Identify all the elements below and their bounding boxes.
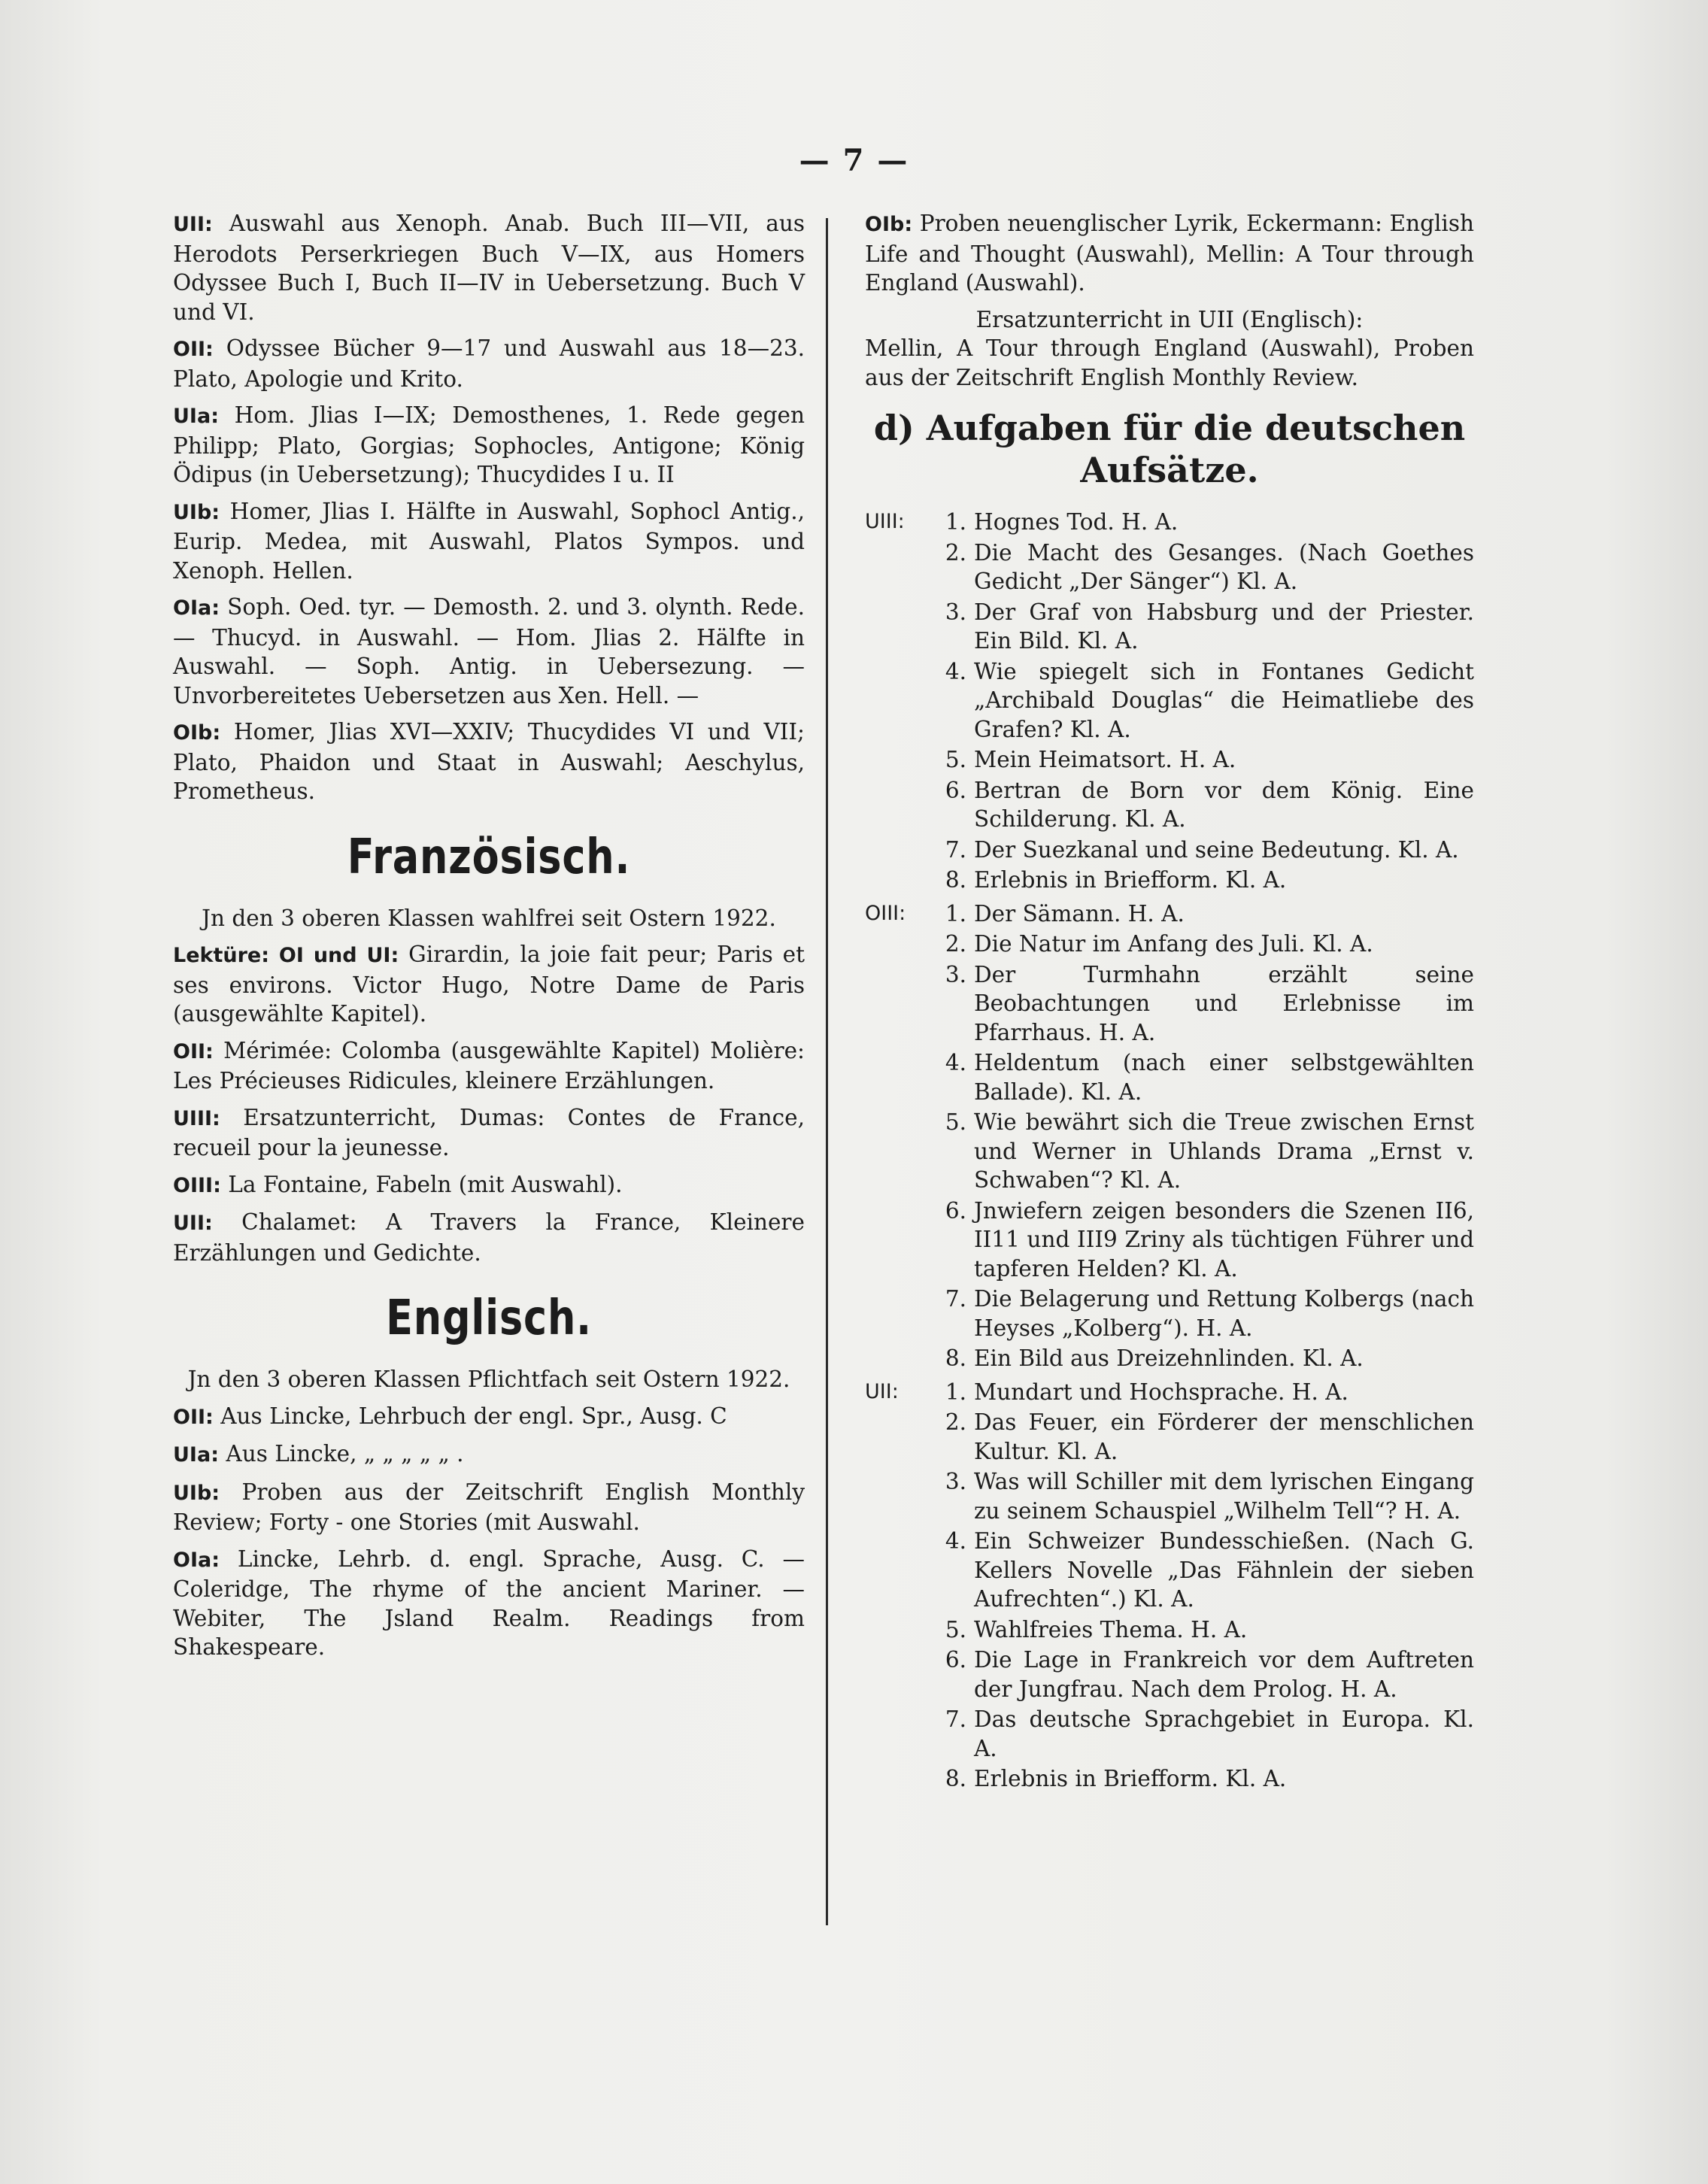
- right-column: [865, 209, 1474, 1798]
- topic-number: 8.: [945, 867, 966, 893]
- group-label: OIII:: [865, 901, 906, 925]
- essay-topic: [936, 1615, 1474, 1645]
- page-number: — 7 —: [799, 143, 909, 178]
- topic-text: Mundart und Hochsprache. H. A.: [974, 1379, 1349, 1405]
- class-label: UII:: [173, 213, 229, 236]
- greek-reading-list: [173, 209, 805, 806]
- essay-topic: [936, 1197, 1474, 1284]
- class-label: UIa:: [173, 1443, 226, 1467]
- topic-number: 6.: [945, 777, 966, 803]
- essay-topic: [936, 745, 1474, 775]
- entry-text: La Fontaine, Fabeln (mit Auswahl).: [228, 1171, 623, 1197]
- entry-text: Aus Lincke, Lehrbuch der engl. Spr., Ausg. C: [220, 1403, 727, 1429]
- essay-topic: [936, 960, 1474, 1048]
- reading-entry: [173, 940, 805, 1029]
- reading-entry: [173, 401, 805, 490]
- class-label: OII:: [173, 338, 226, 361]
- class-label: UIb:: [173, 1481, 242, 1505]
- essay-group: [865, 1378, 1474, 1795]
- topic-text: Jnwiefern zeigen besonders die Szenen II6, II11 und III9 Zriny als tüchtigen Führer und tapferen Helden? Kl. A.: [974, 1197, 1474, 1282]
- topic-text: Das Feuer, ein Förderer der menschlichen Kultur. Kl. A.: [974, 1409, 1474, 1464]
- essay-group: [865, 508, 1474, 896]
- topic-text: Wie bewährt sich die Treue zwischen Ernst und Werner in Uhlands Drama „Ernst v. Schwaben“? Kl. A.: [974, 1109, 1474, 1193]
- reading-entry: [173, 1439, 805, 1470]
- essay-topic: [936, 1646, 1474, 1703]
- english-reading-list: [173, 1402, 805, 1662]
- essay-topic: [936, 1285, 1474, 1342]
- class-label: UII:: [173, 1212, 242, 1235]
- french-intro: Jn den 3 oberen Klassen wahlfrei seit Ostern 1922.: [202, 905, 776, 931]
- class-label: OII:: [173, 1405, 221, 1429]
- essay-topic: [936, 899, 1474, 929]
- essay-topic: [936, 1344, 1474, 1373]
- essay-topic: [936, 1408, 1474, 1466]
- class-label: OIb:: [173, 721, 234, 745]
- oib-entry: [865, 209, 1474, 298]
- french-heading: Französisch.: [347, 829, 631, 885]
- entry-text: Hom. Jlias I—IX; Demosthenes, 1. Rede gegen Philipp; Plato, Gorgias; Sophocles, Antigone; König Ödipus (in Uebersetzung); Thucydides I u. II: [173, 402, 805, 487]
- topic-text: Was will Schiller mit dem lyrischen Eingang zu seinem Schauspiel „Wilhelm Tell“? H. A.: [974, 1469, 1474, 1524]
- essay-topic: [936, 866, 1474, 895]
- entry-text: Soph. Oed. tyr. — Demosth. 2. und 3. olynth. Rede. — Thucyd. in Auswahl. — Hom. Jlias 2. Hälfte in Auswahl. — Soph. Antig. in Uebersezung. — Unvorbereitetes Uebersetzen aus Xen. Hell. —: [173, 594, 805, 708]
- ersatz-text: Mellin, A Tour through England (Auswahl), Proben aus der Zeitschrift English Monthly Review.: [865, 335, 1474, 390]
- topic-number: 1.: [945, 1379, 966, 1405]
- class-label: UIII:: [173, 1106, 244, 1130]
- topic-number: 8.: [945, 1345, 966, 1371]
- topic-text: Der Suezkanal und seine Bedeutung. Kl. A.: [974, 836, 1459, 863]
- topic-number: 2.: [945, 931, 966, 957]
- topic-number: 7.: [945, 1286, 966, 1312]
- topic-number: 5.: [945, 747, 966, 772]
- class-label: UIa:: [173, 405, 235, 428]
- english-heading: Englisch.: [386, 1291, 592, 1346]
- topic-text: Der Turmhahn erzählt seine Beobachtungen und Erlebnisse im Pfarrhaus. H. A.: [974, 961, 1474, 1045]
- reading-entry: [173, 1103, 805, 1163]
- topic-number: 2.: [945, 1409, 966, 1435]
- topic-number: 3.: [945, 961, 966, 987]
- french-reading-list: [173, 940, 805, 1267]
- essay-topic: [936, 1527, 1474, 1614]
- entry-text: Lincke, Lehrb. d. engl. Sprache, Ausg. C. — Coleridge, The rhyme of the ancient Mariner. — Webiter, The Jsland Realm. Readings from Shakespeare.: [173, 1545, 805, 1660]
- essay-topic: [936, 1048, 1474, 1106]
- reading-entry: [173, 209, 805, 326]
- topic-number: 7.: [945, 836, 966, 863]
- topic-number: 7.: [945, 1706, 966, 1732]
- topic-text: Die Belagerung und Rettung Kolbergs (nach Heyses „Kolberg“). H. A.: [974, 1286, 1474, 1341]
- topic-text: Die Natur im Anfang des Juli. Kl. A.: [974, 931, 1373, 957]
- reading-entry: [173, 717, 805, 806]
- topic-text: Der Graf von Habsburg und der Priester. Ein Bild. Kl. A.: [974, 599, 1474, 654]
- class-label: OIa:: [173, 596, 228, 620]
- topic-number: 1.: [945, 900, 966, 927]
- entry-text: Aus Lincke, „ „ „ „ „ .: [226, 1441, 464, 1467]
- essay-topic: [936, 776, 1474, 834]
- topic-text: Bertran de Born vor dem König. Eine Schilderung. Kl. A.: [974, 777, 1474, 832]
- topic-number: 3.: [945, 1469, 966, 1494]
- entry-text: Proben aus der Zeitschrift English Monthly Review; Forty - one Stories (mit Auswahl.: [173, 1479, 805, 1535]
- entry-text: Odyssee Bücher 9—17 und Auswahl aus 18—23. Plato, Apologie und Krito.: [173, 335, 805, 392]
- essay-topic: [936, 657, 1474, 745]
- topic-number: 1.: [945, 509, 966, 535]
- topic-text: Ein Schweizer Bundesschießen. (Nach G. Kellers Novelle „Das Fähnlein der sieben Aufrechten“.) Kl. A.: [974, 1528, 1474, 1612]
- entry-text: Ersatzunterricht, Dumas: Contes de France, recueil pour la jeunesse.: [173, 1104, 805, 1160]
- group-label: UIII:: [865, 510, 905, 533]
- essay-topic: [936, 1764, 1474, 1794]
- topic-text: Wahlfreies Thema. H. A.: [974, 1616, 1248, 1643]
- essay-topic-groups: [865, 508, 1474, 1795]
- reading-entry: [173, 1170, 805, 1201]
- topic-number: 4.: [945, 658, 966, 684]
- topic-number: 5.: [945, 1109, 966, 1135]
- topic-number: 5.: [945, 1616, 966, 1643]
- entry-text: Mérimée: Colomba (ausgewählte Kapitel) Molière: Les Précieuses Ridicules, kleinere Erzählungen.: [173, 1037, 805, 1094]
- topic-text: Mein Heimatsort. H. A.: [974, 747, 1236, 772]
- essay-topic: [936, 836, 1474, 865]
- essay-topic: [936, 1378, 1474, 1407]
- essay-topic: [936, 508, 1474, 537]
- class-label: OII:: [173, 1039, 224, 1063]
- essay-section-heading: d) Aufgaben für die deutschen Aufsätze.: [873, 408, 1466, 490]
- topic-text: Der Sämann. H. A.: [974, 900, 1185, 927]
- essay-topic: [936, 598, 1474, 656]
- topic-number: 2.: [945, 539, 966, 566]
- column-divider: [826, 218, 828, 1925]
- topic-number: 4.: [945, 1050, 966, 1075]
- topic-text: Hognes Tod. H. A.: [974, 509, 1179, 535]
- class-label: OIII:: [173, 1173, 229, 1197]
- topic-text: Die Macht des Gesanges. (Nach Goethes Gedicht „Der Sänger“) Kl. A.: [974, 539, 1474, 594]
- topic-text: Erlebnis in Briefform. Kl. A.: [974, 1766, 1287, 1791]
- entry-text: Chalamet: A Travers la France, Kleinere Erzählungen und Gedichte.: [173, 1209, 805, 1266]
- topic-number: 6.: [945, 1647, 966, 1673]
- class-label: Lektüre: OI und UI:: [173, 944, 409, 967]
- reading-entry: [173, 1036, 805, 1096]
- ersatz-title: Ersatzunterricht in UII (Englisch):: [975, 306, 1364, 332]
- topic-number: 8.: [945, 1766, 966, 1791]
- topic-number: 6.: [945, 1197, 966, 1224]
- entry-text: Auswahl aus Xenoph. Anab. Buch III—VII, aus Herodots Perserkriegen Buch V—IX, aus Homers Odyssee Buch I, Buch II—IV in Uebersetzung. Buch V und VI.: [173, 211, 805, 325]
- class-label: OIb:: [865, 213, 913, 236]
- entry-text: Girardin, la joie fait peur; Paris et ses environs. Victor Hugo, Notre Dame de Paris (ausgewählte Kapitel).: [173, 942, 805, 1027]
- entry-text: Homer, Jlias XVI—XXIV; Thucydides VI und VII; Plato, Phaidon und Staat in Auswahl; Aeschylus, Prometheus.: [173, 719, 805, 804]
- topic-number: 3.: [945, 599, 966, 625]
- reading-entry: [173, 1402, 805, 1433]
- essay-topic: [936, 930, 1474, 959]
- topic-text: Heldentum (nach einer selbstgewählten Ballade). Kl. A.: [974, 1050, 1474, 1105]
- topic-text: Erlebnis in Briefform. Kl. A.: [974, 867, 1287, 893]
- topic-text: Die Lage in Frankreich vor dem Auftreten der Jungfrau. Nach dem Prolog. H. A.: [974, 1647, 1474, 1702]
- essay-topic: [936, 1108, 1474, 1195]
- reading-entry: [173, 1208, 805, 1267]
- group-label: UII:: [865, 1379, 899, 1403]
- essay-group: [865, 899, 1474, 1375]
- class-label: OIa:: [173, 1548, 238, 1572]
- entry-text: Homer, Jlias I. Hälfte in Auswahl, Sophocl Antig., Eurip. Medea, mit Auswahl, Platos Sympos. und Xenoph. Hellen.: [173, 498, 805, 584]
- reading-entry: [173, 497, 805, 586]
- reading-entry: [173, 334, 805, 393]
- essay-topic: [936, 1467, 1474, 1525]
- topic-text: Wie spiegelt sich in Fontanes Gedicht „Archibald Douglas“ die Heimatliebe des Grafen? Kl. A.: [974, 658, 1474, 742]
- essay-topic: [936, 1705, 1474, 1763]
- class-label: UIb:: [173, 500, 230, 524]
- entry-text: Proben neuenglischer Lyrik, Eckermann: English Life and Thought (Auswahl), Mellin: A Tour through England (Auswahl).: [865, 211, 1474, 296]
- reading-entry: [173, 1478, 805, 1537]
- reading-entry: [173, 593, 805, 710]
- topic-text: Das deutsche Sprachgebiet in Europa. Kl. A.: [974, 1706, 1474, 1761]
- topic-number: 4.: [945, 1528, 966, 1554]
- topic-text: Ein Bild aus Dreizehnlinden. Kl. A.: [974, 1345, 1364, 1371]
- left-column: [173, 209, 805, 1670]
- english-intro: Jn den 3 oberen Klassen Pflichtfach seit Ostern 1922.: [187, 1367, 790, 1392]
- reading-entry: [173, 1545, 805, 1662]
- essay-topic: [936, 538, 1474, 596]
